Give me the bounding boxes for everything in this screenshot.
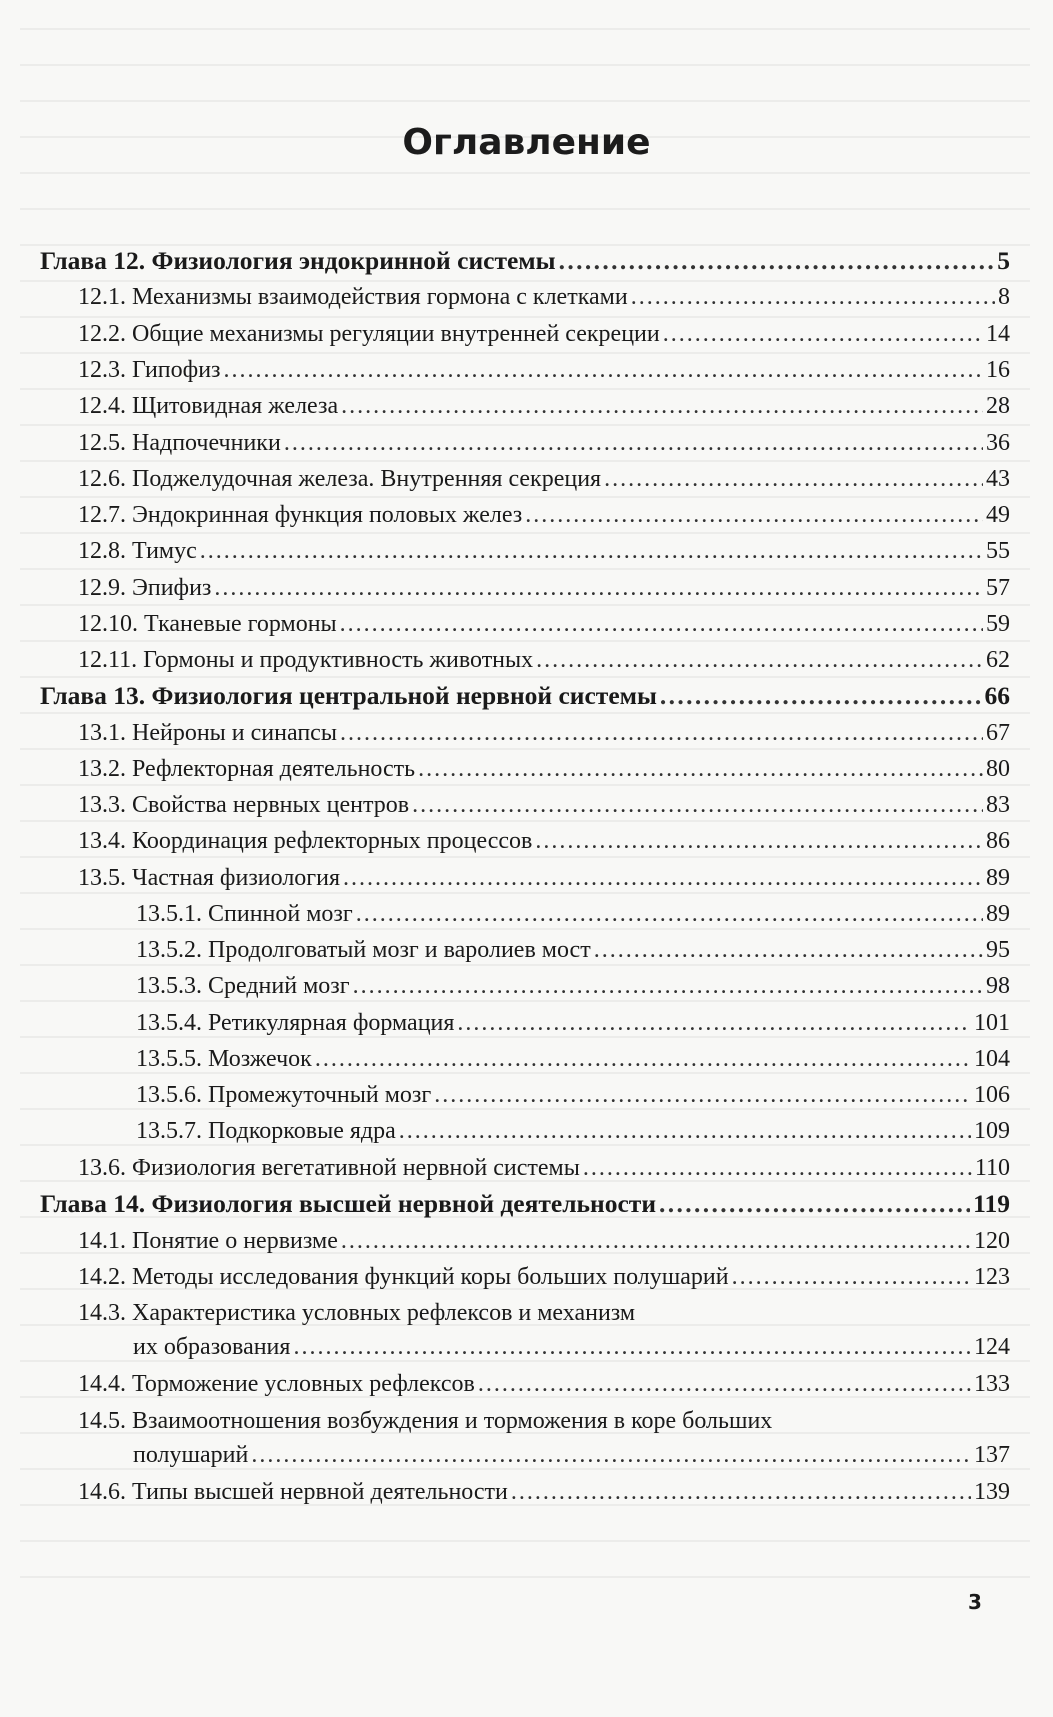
dot-leader: [284, 428, 983, 458]
dot-leader: [663, 319, 983, 349]
toc-entry-title: 13.4. Координация рефлекторных процессов: [78, 828, 533, 854]
toc-page-number: 62: [986, 647, 1010, 673]
toc-page-number: 66: [984, 681, 1010, 710]
toc-entry-title: 12.7. Эндокринная функция половых желез: [78, 502, 523, 528]
toc-page-number: 89: [986, 901, 1010, 927]
toc-entry-section[interactable]: [78, 1153, 1010, 1183]
toc-entry-title-continuation: полушарий: [133, 1442, 249, 1468]
toc-entry-title: Глава 14. Физиология высшей нервной деятельности: [40, 1189, 657, 1218]
dot-leader: [535, 826, 983, 856]
dot-leader: [340, 609, 983, 639]
toc-page-number: 14: [986, 321, 1010, 347]
toc-entry-section[interactable]: [78, 718, 1010, 748]
toc-page-number: 59: [986, 611, 1010, 637]
toc-page-number: 120: [974, 1228, 1010, 1254]
toc-page-number: 119: [973, 1189, 1010, 1218]
toc-entry-section[interactable]: [78, 428, 1010, 458]
toc-entry-chapter[interactable]: [40, 681, 1010, 711]
toc-entry-section[interactable]: [133, 1440, 1010, 1470]
dot-leader: [536, 645, 983, 675]
toc-page-number: 95: [986, 937, 1010, 963]
dot-leader: [594, 935, 983, 965]
toc-entry-chapter[interactable]: [40, 1189, 1010, 1219]
toc-page-number: 43: [986, 466, 1010, 492]
toc-page-number: 16: [986, 357, 1010, 383]
toc-entry-section[interactable]: [78, 573, 1010, 603]
toc-entry-title-continuation: их образования: [133, 1334, 291, 1360]
toc-entry-subsection[interactable]: [136, 1044, 1010, 1074]
toc-page-number: 8: [998, 284, 1010, 310]
toc-entry-title: 13.3. Свойства нервных центров: [78, 792, 410, 818]
dot-leader: [214, 573, 983, 603]
dot-leader: [399, 1116, 971, 1146]
toc-entry-subsection[interactable]: [136, 1080, 1010, 1110]
dot-leader: [732, 1262, 971, 1292]
toc-page-number: 110: [974, 1155, 1010, 1181]
toc-entry-title: 13.5.7. Подкорковые ядра: [136, 1118, 396, 1144]
page-title: Оглавление: [402, 122, 651, 163]
toc-entry-section[interactable]: [78, 355, 1010, 385]
toc-entry-title: 14.1. Понятие о нервизме: [78, 1228, 338, 1254]
toc-entry-title: 13.5.2. Продолговатый мозг и варолиев мост: [136, 937, 591, 963]
toc-entry-section[interactable]: [133, 1332, 1010, 1362]
toc-entry-title: 12.3. Гипофиз: [78, 357, 221, 383]
toc-entry-section[interactable]: [78, 1369, 1010, 1399]
toc-entry-title: Глава 12. Физиология эндокринной системы: [40, 246, 556, 275]
toc-entry-title: 13.5.6. Промежуточный мозг: [136, 1082, 432, 1108]
toc-page-number: 124: [974, 1334, 1010, 1360]
dot-leader: [341, 1226, 971, 1256]
dot-leader: [412, 790, 983, 820]
toc-entry-chapter[interactable]: [40, 246, 1010, 276]
toc-entry-subsection[interactable]: [136, 899, 1010, 929]
dot-leader: [457, 1008, 971, 1038]
toc-entry-subsection[interactable]: [136, 935, 1010, 965]
toc-entry-title: 14.6. Типы высшей нервной деятельности: [78, 1479, 508, 1505]
toc-page-number: 137: [974, 1442, 1010, 1468]
toc-entry-section[interactable]: [78, 500, 1010, 530]
toc-entry-title: 12.5. Надпочечники: [78, 430, 281, 456]
toc-entry-section[interactable]: [78, 319, 1010, 349]
toc-entry-section[interactable]: [78, 790, 1010, 820]
dot-leader: [559, 246, 995, 276]
dot-leader: [343, 863, 983, 893]
toc-page-number: 86: [986, 828, 1010, 854]
toc-page-number: 55: [986, 538, 1010, 564]
toc-entry-title: 13.5.5. Мозжечок: [136, 1046, 312, 1072]
dot-leader: [200, 536, 983, 566]
toc-entry-section[interactable]: [78, 1477, 1010, 1507]
dot-leader: [340, 718, 983, 748]
dot-leader: [604, 464, 983, 494]
toc-entry-section[interactable]: [78, 1262, 1010, 1292]
toc-entry-title: 14.4. Торможение условных рефлексов: [78, 1371, 475, 1397]
dot-leader: [434, 1080, 971, 1110]
dot-leader: [525, 500, 983, 530]
toc-entry-title: 12.9. Эпифиз: [78, 575, 212, 601]
toc-entry-title: 12.11. Гормоны и продуктивность животных: [78, 647, 534, 673]
toc-entry-title: 12.10. Тканевые гормоны: [78, 611, 337, 637]
page-number: 3: [968, 1590, 982, 1614]
toc-entry-title: 13.1. Нейроны и синапсы: [78, 720, 337, 746]
toc-entry-section[interactable]: [78, 536, 1010, 566]
dot-leader: [251, 1440, 971, 1470]
toc-page-number: 28: [986, 393, 1010, 419]
toc-entry-section[interactable]: [78, 391, 1010, 421]
toc-entry-section[interactable]: [78, 754, 1010, 784]
toc-entry-title: 12.2. Общие механизмы регуляции внутренней секреции: [78, 321, 660, 347]
toc-page-number: 139: [974, 1479, 1010, 1505]
toc-entry-title: 13.6. Физиология вегетативной нервной системы: [78, 1155, 580, 1181]
dot-leader: [511, 1477, 971, 1507]
toc-page-number: 57: [986, 575, 1010, 601]
toc-page-number: 49: [986, 502, 1010, 528]
dot-leader: [418, 754, 983, 784]
toc-page-number: 98: [986, 973, 1010, 999]
toc-entry-title: 13.2. Рефлекторная деятельность: [78, 756, 416, 782]
toc-page-number: 80: [986, 756, 1010, 782]
dot-leader: [478, 1369, 971, 1399]
toc-entry-title: Глава 13. Физиология центральной нервной системы: [40, 681, 657, 710]
toc-entry-section[interactable]: [78, 282, 1010, 312]
dot-leader: [224, 355, 983, 385]
toc-entry-title: 12.1. Механизмы взаимодействия гормона с клетками: [78, 284, 628, 310]
toc-entry-section[interactable]: [78, 464, 1010, 494]
toc-entry-title: 13.5. Частная физиология: [78, 865, 341, 891]
toc-entry-subsection[interactable]: [136, 971, 1010, 1001]
toc-entry-title: 12.4. Щитовидная железа: [78, 393, 339, 419]
toc-page-number: 133: [974, 1371, 1010, 1397]
toc-page-number: 36: [986, 430, 1010, 456]
dot-leader: [659, 1189, 970, 1219]
dot-leader: [583, 1153, 972, 1183]
toc-entry-title: 13.5.1. Спинной мозг: [136, 901, 353, 927]
dot-leader: [660, 681, 982, 711]
toc-page-number: 67: [986, 720, 1010, 746]
toc-page-number: 123: [974, 1264, 1010, 1290]
toc-entry-section[interactable]: [78, 826, 1010, 856]
toc-page-number: 5: [997, 246, 1010, 275]
dot-leader: [631, 282, 995, 312]
dot-leader: [356, 899, 983, 929]
toc-entry-subsection[interactable]: [136, 1008, 1010, 1038]
toc-entry-title: 14.2. Методы исследования функций коры больших полушарий: [78, 1264, 729, 1290]
toc-entry-title: 14.5. Взаимоотношения возбуждения и торможения в коре больших: [78, 1408, 773, 1434]
toc-page-number: 89: [986, 865, 1010, 891]
toc-entry-title: 14.3. Характеристика условных рефлексов и механизм: [78, 1300, 636, 1326]
toc-page-number: 101: [974, 1010, 1010, 1036]
toc-entry-subsection[interactable]: [136, 1116, 1010, 1146]
dot-leader: [341, 391, 983, 421]
toc-entry-section[interactable]: [78, 1226, 1010, 1256]
toc-entry-title: 13.5.4. Ретикулярная формация: [136, 1010, 455, 1036]
toc-entry-title: 12.6. Поджелудочная железа. Внутренняя секреция: [78, 466, 602, 492]
toc-entry-title: 13.5.3. Средний мозг: [136, 973, 350, 999]
toc-page-number: 104: [974, 1046, 1010, 1072]
toc-entry-section[interactable]: [78, 609, 1010, 639]
toc-page-number: 83: [986, 792, 1010, 818]
toc-entry-title: 12.8. Тимус: [78, 538, 197, 564]
dot-leader: [315, 1044, 971, 1074]
toc-page-number: 106: [974, 1082, 1010, 1108]
toc-page-number: 109: [974, 1118, 1010, 1144]
dot-leader: [353, 971, 983, 1001]
dot-leader: [293, 1332, 971, 1362]
toc-entry-section[interactable]: [78, 645, 1010, 675]
toc-entry-section[interactable]: [78, 863, 1010, 893]
